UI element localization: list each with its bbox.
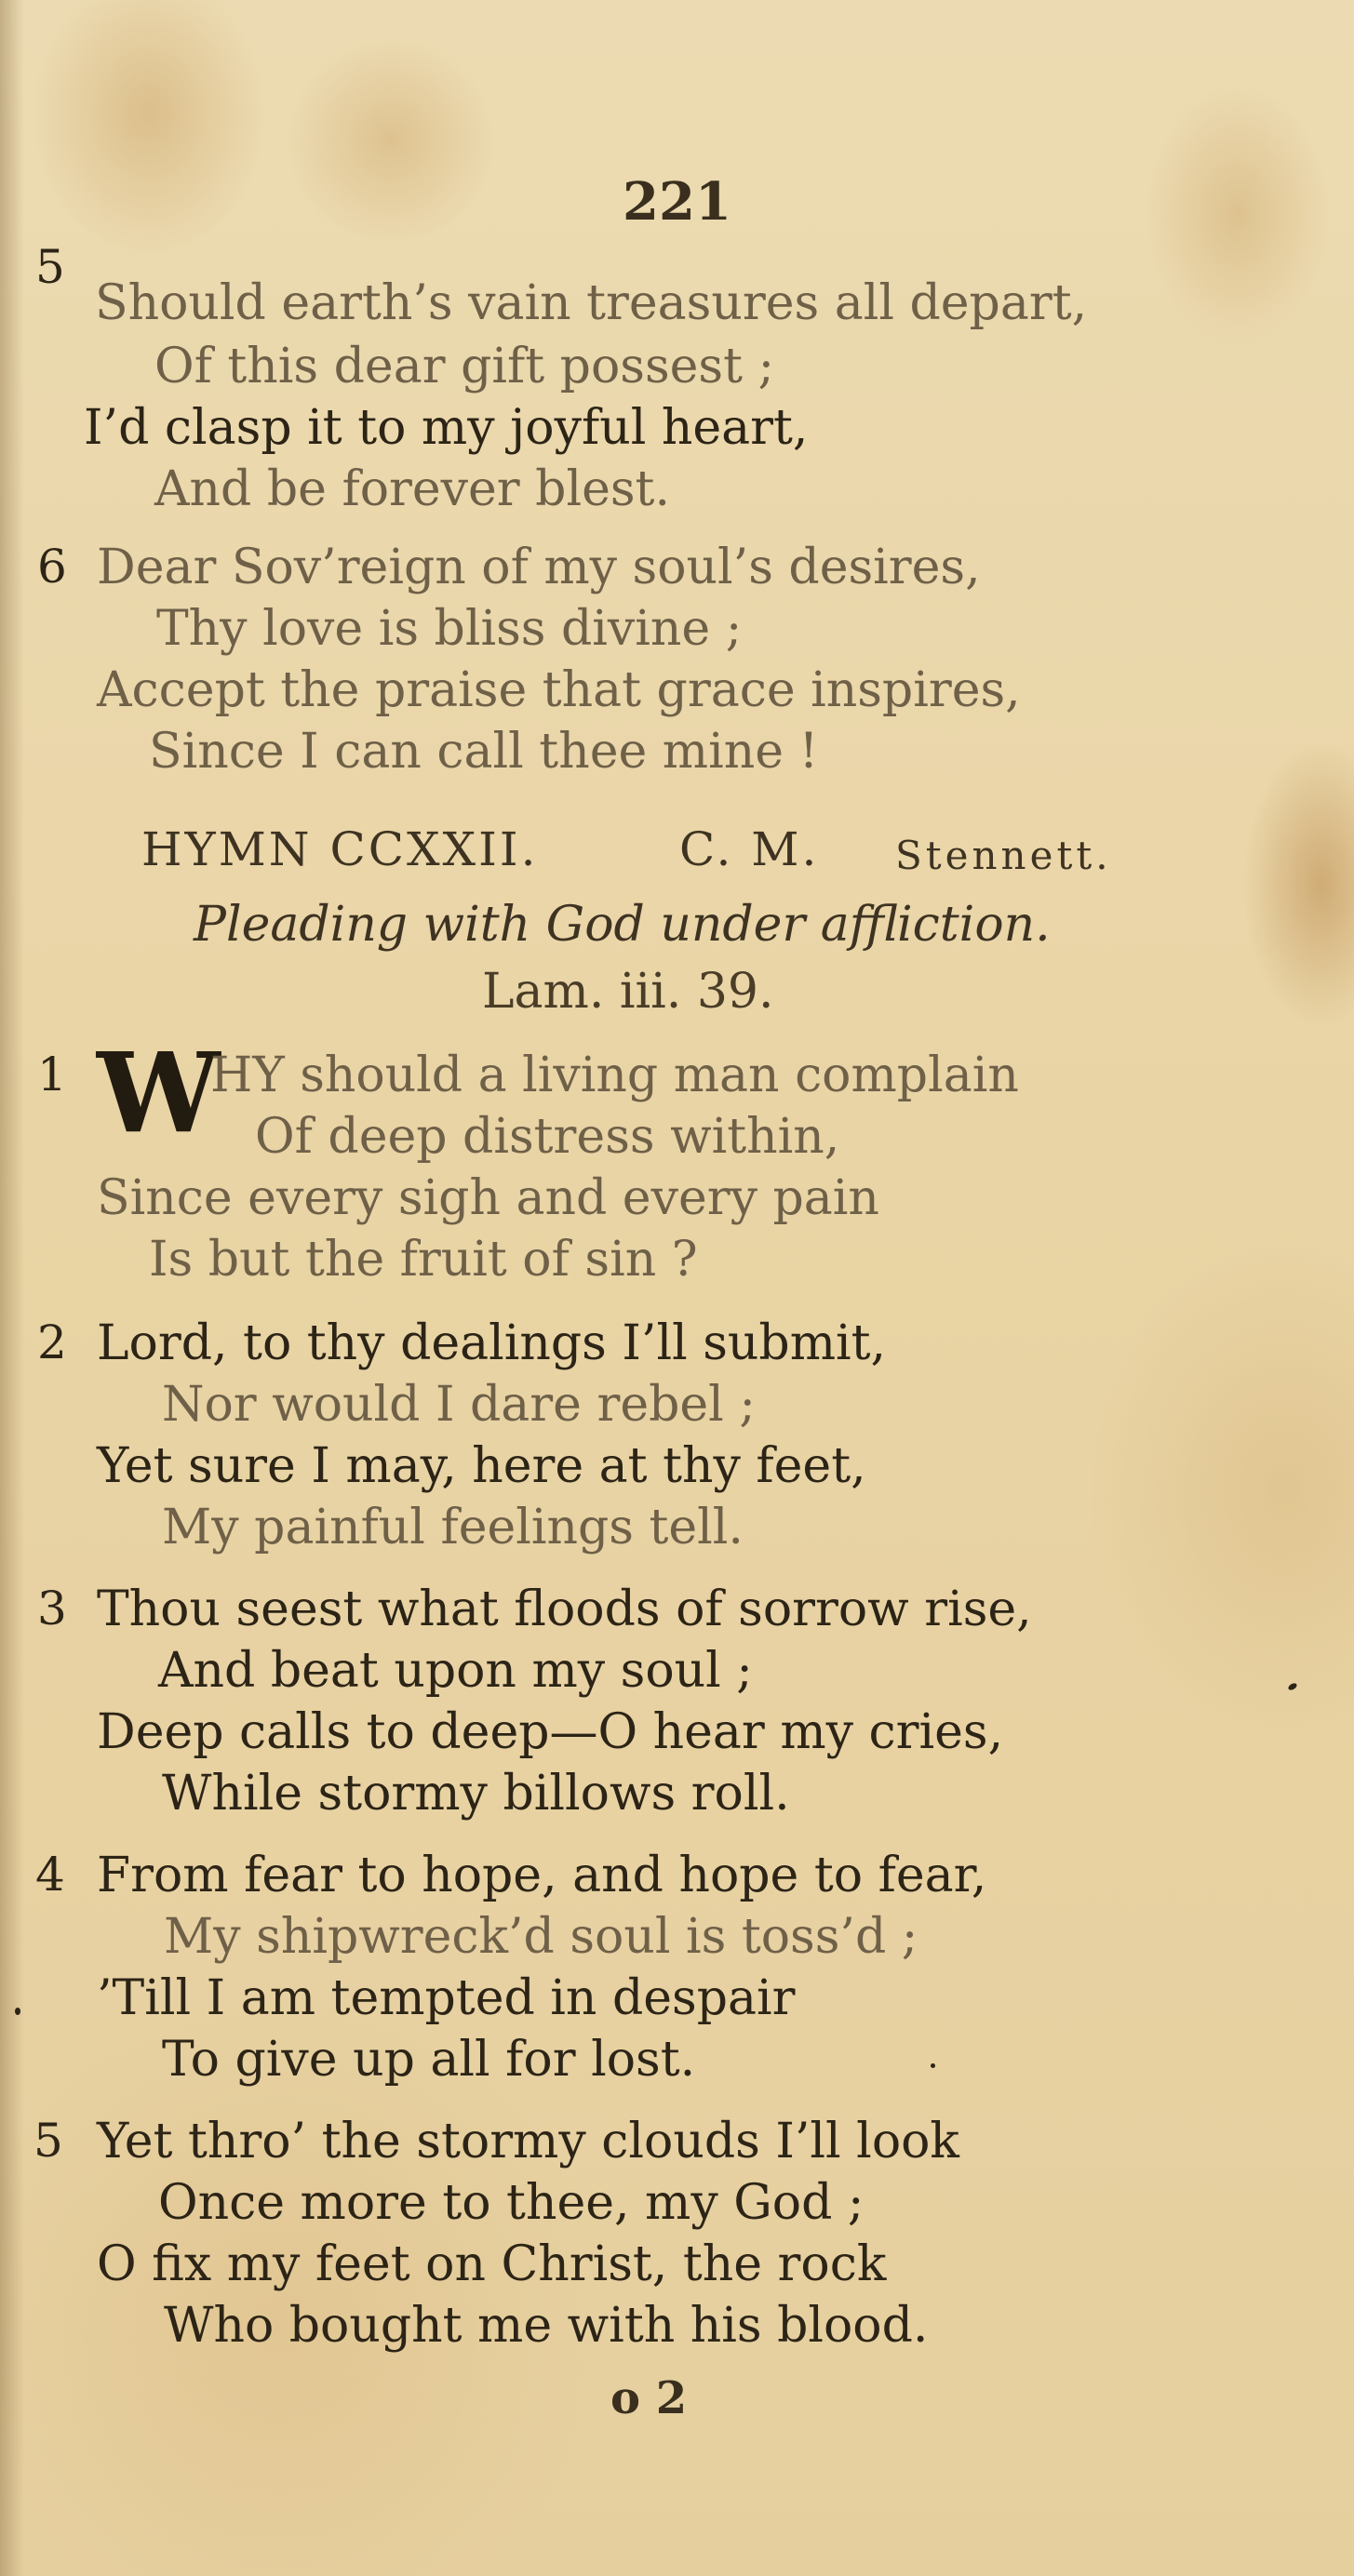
verse-line: Who bought me with his blood. <box>164 2298 929 2354</box>
page-gutter-shadow <box>0 0 24 2576</box>
verse-line: Should earth’s vain treasures all depart, <box>95 275 1088 331</box>
verse-line: Thy love is bliss divine ; <box>156 601 743 657</box>
drop-cap: W <box>97 1028 221 1157</box>
verse-line: Deep calls to deep—O hear my cries, <box>97 1704 1004 1760</box>
scripture-reference: Lam. iii. 39. <box>482 964 774 1020</box>
verse-line: Of this dear gift possest ; <box>154 339 775 394</box>
stanza-number: 6 <box>37 540 67 594</box>
hymn-author: Stennett. <box>895 833 1112 878</box>
verse-line: To give up all for lost. <box>162 2032 696 2088</box>
verse-line: From fear to hope, and hope to fear, <box>97 1848 987 1903</box>
verse-line: Lord, to thy dealings I’ll submit, <box>97 1315 887 1371</box>
verse-line: Once more to thee, my God ; <box>158 2175 865 2231</box>
verse-line: I’d clasp it to my joyful heart, <box>84 400 809 456</box>
verse-line: Nor would I dare rebel ; <box>162 1377 756 1433</box>
verse-line: My painful feelings tell. <box>162 1500 744 1555</box>
verse-line: ’Till I am tempted in despair <box>97 1970 796 2026</box>
stanza-number: 5 <box>34 2114 63 2168</box>
page-number: 221 <box>623 171 731 233</box>
verse-line: Yet sure I may, here at thy feet, <box>97 1438 866 1494</box>
verse-line: Of deep distress within, <box>255 1109 840 1165</box>
verse-line: Accept the praise that grace inspires, <box>97 662 1021 718</box>
hymn-heading: HYMN CCXXII. <box>141 822 539 876</box>
verse-line: My shipwreck’d soul is toss’d ; <box>164 1909 918 1965</box>
verse-line: And beat upon my soul ; <box>158 1643 753 1699</box>
ink-speck <box>1287 1682 1298 1691</box>
stanza-number: 2 <box>37 1315 67 1369</box>
hymn-subtitle: Pleading with God under affliction. <box>194 897 1051 953</box>
verse-line: While stormy billows roll. <box>162 1766 790 1822</box>
stanza-number: 5 <box>35 240 65 294</box>
hymn-meter: C. M. <box>679 822 820 876</box>
verse-line: And be forever blest. <box>154 461 670 517</box>
verse-line: Since I can call thee mine ! <box>149 724 819 780</box>
verse-line: O fix my feet on Christ, the rock <box>97 2236 887 2292</box>
stanza-number: 1 <box>37 1048 67 1101</box>
verse-line: Dear Sov’reign of my soul’s desires, <box>97 540 981 595</box>
ink-speck <box>15 2008 20 2015</box>
stanza-number: 3 <box>37 1582 67 1635</box>
ink-speck <box>931 2063 935 2068</box>
verse-line: Since every sigh and every pain <box>97 1170 879 1226</box>
verse-line: Thou seest what floods of sorrow rise, <box>97 1582 1032 1637</box>
verse-line: Is but the fruit of sin ? <box>149 1232 698 1288</box>
stanza-number: 4 <box>35 1848 65 1902</box>
verse-line: Yet thro’ the stormy clouds I’ll look <box>97 2114 959 2169</box>
verse-line: HY should a living man complain <box>210 1048 1019 1103</box>
signature-mark: o 2 <box>610 2372 688 2424</box>
